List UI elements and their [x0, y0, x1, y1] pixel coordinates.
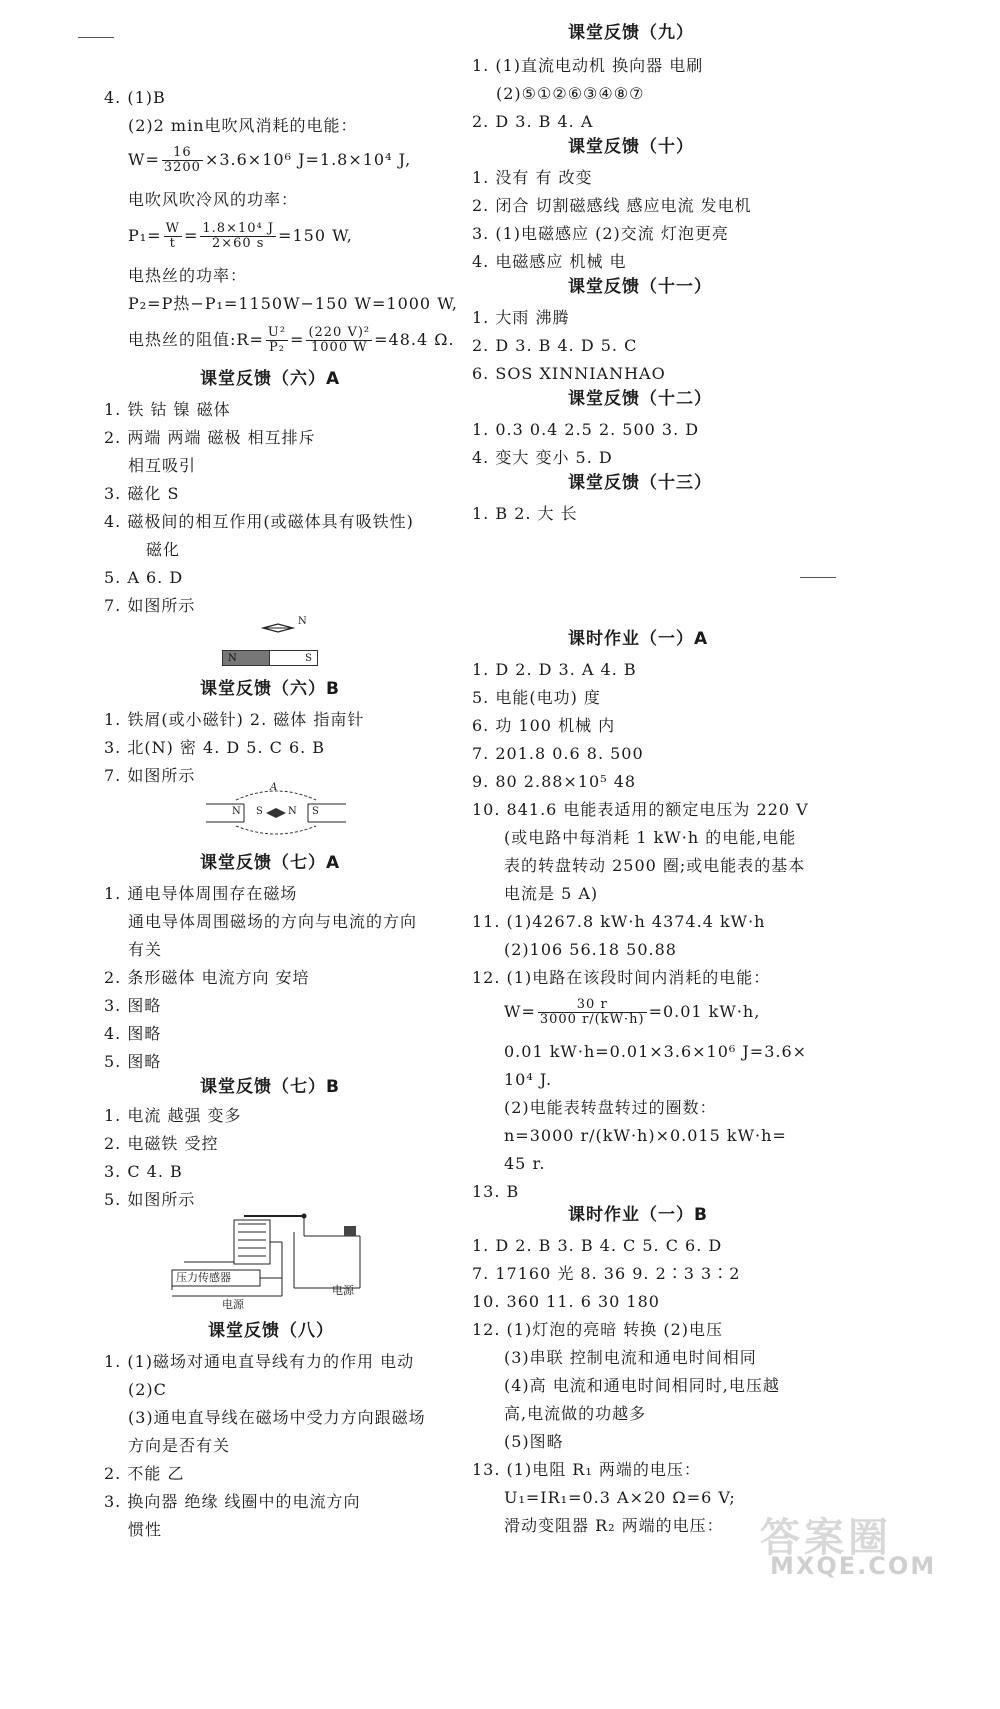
power-source-label-2: 电源: [332, 1284, 354, 1297]
hw1b-12d: 高,电流做的功越多: [504, 1404, 647, 1423]
answer-7b-1: 1. 电流 越强 变多: [104, 1106, 242, 1125]
hw1b-12: 12. (1)灯泡的亮暗 转换 (2)电压: [472, 1320, 724, 1339]
w-fraction: [162, 146, 203, 175]
fig2-a-label: A: [270, 782, 278, 793]
hw1a-6: 6. 功 100 机械 内: [472, 716, 616, 735]
answer-7b-3: 3. C 4. B: [104, 1162, 183, 1181]
answer-8-1c: (3)通电直导线在磁场中受力方向跟磁场: [128, 1408, 426, 1427]
bar-magnet-n-end: N: [222, 650, 270, 666]
p1-equation: [128, 222, 353, 251]
answer-8-3b: 惯性: [128, 1520, 163, 1539]
r-fraction: [266, 326, 288, 355]
power-source-label-1: 电源: [222, 1298, 244, 1311]
answer-8-1d: 方向是否有关: [128, 1436, 231, 1455]
fig2-n1-label: N: [232, 806, 241, 817]
section-heading-8: 课堂反馈（八）: [208, 1321, 334, 1341]
p1-frac2-den: 2×60 s: [211, 236, 265, 251]
pressure-sensor-label: 压力传感器: [176, 1271, 231, 1284]
hw1a-12: 12. (1)电路在该段时间内消耗的电能：: [472, 968, 771, 987]
r-frac2-den: 1000 W: [311, 340, 368, 355]
answer-12-4: 4. 变大 变小 5. D: [472, 448, 613, 467]
two-magnets-figure: [206, 784, 346, 840]
answer-10-1: 1. 没有 有 改变: [472, 168, 593, 187]
r-mid: =: [290, 330, 305, 349]
answer-6b-1: 1. 铁屑(或小磁针) 2. 磁体 指南针: [104, 710, 365, 729]
w2-fraction: [538, 998, 647, 1027]
hw1b-12c: (4)高 电流和通电时间相同时,电压越: [504, 1376, 780, 1395]
answer-12-1: 1. 0.3 0.4 2.5 2. 500 3. D: [472, 420, 700, 439]
answer-8-1b: (2)C: [128, 1380, 167, 1399]
section-heading-hw1b: 课时作业（一）B: [568, 1205, 708, 1225]
answer-6a-5: 5. A 6. D: [104, 568, 184, 587]
answer-9-1: 1. (1)直流电动机 换向器 电刷: [472, 56, 704, 75]
answer-8-1: 1. (1)磁场对通电直导线有力的作用 电动: [104, 1352, 415, 1371]
p1-mid: =: [183, 226, 199, 245]
hw1a-10d: 电流是 5 A): [504, 884, 599, 903]
hw1b-10: 10. 360 11. 6 30 180: [472, 1292, 660, 1311]
hw1b-12e: (5)图略: [504, 1432, 564, 1451]
hw1b-13: 13. (1)电阻 R₁ 两端的电压：: [472, 1460, 701, 1479]
bar-magnet-figure: [218, 616, 328, 672]
q4-label: 4. (1)B: [104, 88, 166, 107]
answer-10-2: 2. 闭合 切割磁感线 感应电流 发电机: [472, 196, 752, 215]
answer-13-1: 1. B 2. 大 长: [472, 504, 578, 523]
hw1a-13: 13. B: [472, 1182, 520, 1201]
section-heading-13: 课堂反馈（十三）: [568, 473, 712, 493]
w-eq-post: ×3.6×10⁶ J=1.8×10⁴ J,: [204, 150, 412, 169]
w-equation: [128, 146, 411, 175]
answer-6b-7: 7. 如图所示: [104, 766, 196, 785]
answer-7b-5: 5. 如图所示: [104, 1190, 196, 1209]
answer-11-2: 2. D 3. B 4. D 5. C: [472, 336, 638, 355]
relay-circuit-figure: [164, 1212, 384, 1311]
answer-10-4: 4. 电磁感应 机械 电: [472, 252, 627, 271]
answer-6a-4b: 磁化: [146, 540, 181, 559]
r-post: =48.4 Ω.: [374, 330, 455, 349]
watermark-url: MXQE.COM: [770, 1552, 937, 1580]
hw1a-11b: (2)106 56.18 50.88: [504, 940, 677, 959]
answer-9-1b: (2)⑤①②⑥③④⑧⑦: [496, 84, 645, 103]
hw1a-12g: 45 r.: [504, 1154, 546, 1173]
answer-11-6: 6. SOS XINNIANHAO: [472, 364, 666, 383]
hw1a-10b: (或电路中每消耗 1 kW·h 的电能,电能: [504, 828, 797, 847]
w2-post: =0.01 kW·h,: [648, 1002, 761, 1021]
answer-7a-1: 1. 通电导体周围存在磁场: [104, 884, 298, 903]
r-fraction-2: [306, 326, 372, 355]
answer-6b-3: 3. 北(N) 密 4. D 5. C 6. B: [104, 738, 326, 757]
p1-post: =150 W,: [278, 226, 353, 245]
w-eq-pre: W=: [128, 150, 160, 169]
section-heading-7b: 课堂反馈（七）B: [200, 1077, 340, 1097]
fig2-s1-label: S: [256, 806, 263, 817]
hw1a-12c: 0.01 kW·h=0.01×3.6×10⁶ J=3.6×: [504, 1042, 808, 1061]
answer-7a-4: 4. 图略: [104, 1024, 162, 1043]
section-heading-7a: 课堂反馈（七）A: [200, 853, 341, 873]
w-frac-den: 3200: [163, 160, 201, 175]
compass-n-label: N: [298, 616, 307, 627]
answer-9-2: 2. D 3. B 4. A: [472, 112, 594, 131]
q4-part2: (2)2 min电吹风消耗的电能：: [128, 116, 358, 135]
r-frac-num: U²: [267, 325, 287, 340]
fig2-n2-label: N: [288, 806, 297, 817]
answer-6a-2: 2. 两端 两端 磁极 相互排斥: [104, 428, 316, 447]
r-equation: [128, 326, 455, 355]
w-frac-num: 16: [162, 146, 203, 161]
r-pre: 电热丝的阻值:R=: [128, 330, 264, 349]
r-frac-den: P₂: [268, 340, 285, 355]
answer-6a-7: 7. 如图所示: [104, 596, 196, 615]
answer-6a-4: 4. 磁极间的相互作用(或磁体具有吸铁性): [104, 512, 414, 531]
cold-power-label: 电吹风吹冷风的功率：: [128, 190, 299, 209]
answer-11-1: 1. 大雨 沸腾: [472, 308, 570, 327]
hw1a-9: 9. 80 2.88×10⁵ 48: [472, 772, 637, 791]
p1-frac2-num: 1.8×10⁴ J: [202, 221, 275, 236]
hw1a-12f: n=3000 r/(kW·h)×0.015 kW·h=: [504, 1126, 787, 1145]
hw1a-10: 10. 841.6 电能表适用的额定电压为 220 V: [472, 800, 809, 819]
answer-7a-2: 2. 条形磁体 电流方向 安培: [104, 968, 310, 987]
answer-10-3: 3. (1)电磁感应 (2)交流 灯泡更亮: [472, 224, 729, 243]
w2-frac-den: 3000 r/(kW·h): [539, 1012, 645, 1027]
p1-fraction: [164, 222, 182, 251]
top-left-rule: [78, 37, 114, 38]
bar-magnet-s-end: S: [270, 650, 318, 666]
section-heading-6a: 课堂反馈（六）A: [200, 369, 341, 389]
p2-equation: P₂=P热−P₁=1150W−150 W=1000 W,: [128, 294, 458, 313]
hw1a-1: 1. D 2. D 3. A 4. B: [472, 660, 637, 679]
section-heading-11: 课堂反馈（十一）: [568, 277, 712, 297]
hw1b-13c: 滑动变阻器 R₂ 两端的电压：: [504, 1516, 724, 1535]
hw1b-13b: U₁=IR₁=0.3 A×20 Ω=6 V;: [504, 1488, 736, 1507]
answer-6a-3: 3. 磁化 S: [104, 484, 180, 503]
answer-7a-3: 3. 图略: [104, 996, 162, 1015]
hw1a-12e: (2)电能表转盘转过的圈数：: [504, 1098, 717, 1117]
answer-7a-1c: 有关: [128, 940, 163, 959]
hw1b-12b: (3)串联 控制电流和通电时间相同: [504, 1348, 757, 1367]
answer-7a-5: 5. 图略: [104, 1052, 162, 1071]
hw1a-12d: 10⁴ J.: [504, 1070, 553, 1089]
w2-pre: W=: [504, 1002, 536, 1021]
fig2-s2-label: S: [312, 806, 319, 817]
r-frac2-num: (220 V)²: [308, 325, 371, 340]
answer-7a-1b: 通电导体周围磁场的方向与电流的方向: [128, 912, 418, 931]
w2-frac-num: 30 r: [538, 998, 647, 1013]
p1-frac-den: t: [169, 236, 176, 251]
watermark-logo: 答案圈: [760, 1515, 892, 1561]
answer-7b-2: 2. 电磁铁 受控: [104, 1134, 219, 1153]
p1-fraction-2: [200, 222, 276, 251]
hw1a-11: 11. (1)4267.8 kW·h 4374.4 kW·h: [472, 912, 766, 931]
section-heading-12: 课堂反馈（十二）: [568, 389, 712, 409]
answer-8-2: 2. 不能 乙: [104, 1464, 185, 1483]
hw1b-1: 1. D 2. B 3. B 4. C 5. C 6. D: [472, 1236, 723, 1255]
answer-6a-1: 1. 铁 钴 镍 磁体: [104, 400, 231, 419]
hw1a-12-w-equation: [504, 998, 760, 1027]
answer-6a-2b: 相互吸引: [128, 456, 197, 475]
hw1b-7: 7. 17160 光 8. 36 9. 2∶3 3∶2: [472, 1264, 741, 1283]
mid-right-rule: [800, 577, 836, 578]
wire-power-label: 电热丝的功率：: [128, 266, 248, 285]
hw1a-5: 5. 电能(电功) 度: [472, 688, 601, 707]
section-heading-6b: 课堂反馈（六）B: [200, 679, 340, 699]
answer-8-3: 3. 换向器 绝缘 线圈中的电流方向: [104, 1492, 361, 1511]
p1-frac-num: W: [165, 221, 180, 236]
section-heading-10: 课堂反馈（十）: [568, 137, 694, 157]
hw1a-10c: 表的转盘转动 2500 圈;或电能表的基本: [504, 856, 806, 875]
p1-pre: P₁=: [128, 226, 162, 245]
section-heading-9: 课堂反馈（九）: [568, 23, 694, 43]
hw1a-7: 7. 201.8 0.6 8. 500: [472, 744, 644, 763]
section-heading-hw1a: 课时作业（一）A: [568, 629, 709, 649]
